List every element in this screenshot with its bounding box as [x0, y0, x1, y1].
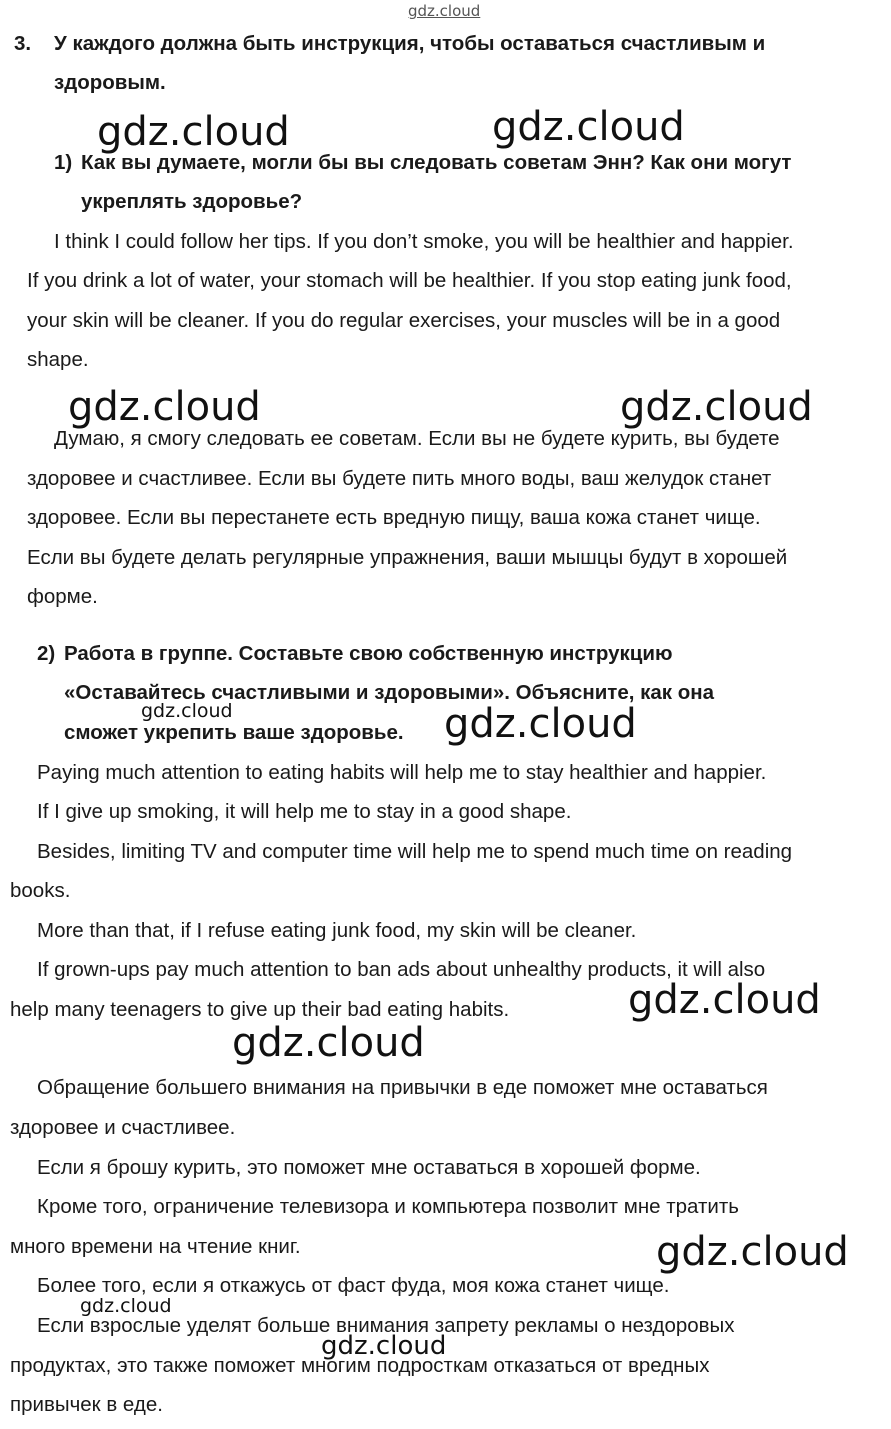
watermark: gdz.cloud: [321, 1331, 447, 1361]
q2-en-line: help many teenagers to give up their bad eating habits.: [10, 998, 510, 1021]
q1-ru-line: Если вы будете делать регулярные упражнения, ваши мышцы будут в хорошей: [27, 546, 788, 569]
watermark: gdz.cloud: [141, 700, 233, 722]
q1-number: 1): [54, 151, 73, 174]
q2-ru-line: много времени на чтение книг.: [10, 1235, 301, 1258]
q1-title-line-2: укреплять здоровье?: [81, 190, 303, 213]
q2-en-line: If grown-ups pay much attention to ban ads about unhealthy products, it will also: [37, 958, 766, 981]
watermark: gdz.cloud: [628, 977, 821, 1023]
q2-ru-line: продуктах, это также поможет многим подросткам отказаться от вредных: [10, 1354, 710, 1377]
q2-ru-line: Обращение большего внимания на привычки в еде поможет мне оставаться: [37, 1076, 768, 1099]
watermark: gdz.cloud: [232, 1020, 425, 1066]
q1-en-line: I think I could follow her tips. If you don’t smoke, you will be healthier and happier.: [54, 230, 794, 253]
q2-title-line-3: сможет укрепить ваше здоровье.: [64, 721, 404, 744]
watermark: gdz.cloud: [492, 104, 685, 150]
q2-ru-line: здоровее и счастливее.: [10, 1116, 236, 1139]
q2-title-line-2: «Оставайтесь счастливыми и здоровыми». Объясните, как она: [64, 681, 715, 704]
q1-ru-line: форме.: [27, 585, 98, 608]
q1-ru-line: Думаю, я смогу следовать ее советам. Если вы не будете курить, вы будете: [54, 427, 780, 450]
q2-ru-line: Более того, если я откажусь от фаст фуда, моя кожа станет чище.: [37, 1274, 670, 1297]
q2-number: 2): [37, 642, 56, 665]
watermark: gdz.cloud: [620, 384, 813, 430]
watermark: gdz.cloud: [656, 1229, 849, 1275]
task-title-line-1: [54, 32, 880, 56]
q2-ru-line: привычек в еде.: [10, 1393, 163, 1416]
watermark: gdz.cloud: [68, 384, 261, 430]
task-number: 3.: [14, 32, 32, 55]
watermark: gdz.cloud: [444, 701, 637, 747]
watermark-top: gdz.cloud: [408, 2, 481, 20]
q2-en-line: More than that, if I refuse eating junk food, my skin will be cleaner.: [37, 919, 637, 942]
q1-en-line: your skin will be cleaner. If you do regular exercises, your muscles will be in a good: [27, 309, 781, 332]
q2-en-line: books.: [10, 879, 71, 902]
q2-ru-line: Если взрослые уделят больше внимания запрету рекламы о нездоровых: [37, 1314, 735, 1337]
q1-ru-line: здоровее. Если вы перестанете есть вредную пищу, ваша кожа станет чище.: [27, 506, 761, 529]
q2-en-line: Besides, limiting TV and computer time will help me to spend much time on reading: [37, 840, 793, 863]
q1-ru-line: здоровее и счастливее. Если вы будете пить много воды, ваш желудок станет: [27, 467, 772, 490]
task-title-text: У каждого должна быть инструкция, чтобы оставаться счастливым и: [54, 32, 766, 55]
q1-en-line: shape.: [27, 348, 89, 371]
q1-title-line-1: Как вы думаете, могли бы вы следовать советам Энн? Как они могут: [81, 151, 792, 174]
q2-en-line: If I give up smoking, it will help me to stay in a good shape.: [37, 800, 572, 823]
task-title-line-2: здоровым.: [54, 71, 166, 94]
q2-ru-line: Если я брошу курить, это поможет мне оставаться в хорошей форме.: [37, 1156, 701, 1179]
watermark: gdz.cloud: [80, 1295, 172, 1317]
q2-title-line-1: Работа в группе. Составьте свою собственную инструкцию: [64, 642, 673, 665]
q1-en-line: If you drink a lot of water, your stomach will be healthier. If you stop eating junk food,: [27, 269, 792, 292]
q2-en-line: Paying much attention to eating habits will help me to stay healthier and happier.: [37, 761, 767, 784]
q2-ru-line: Кроме того, ограничение телевизора и компьютера позволит мне тратить: [37, 1195, 739, 1218]
watermark: gdz.cloud: [97, 109, 290, 155]
